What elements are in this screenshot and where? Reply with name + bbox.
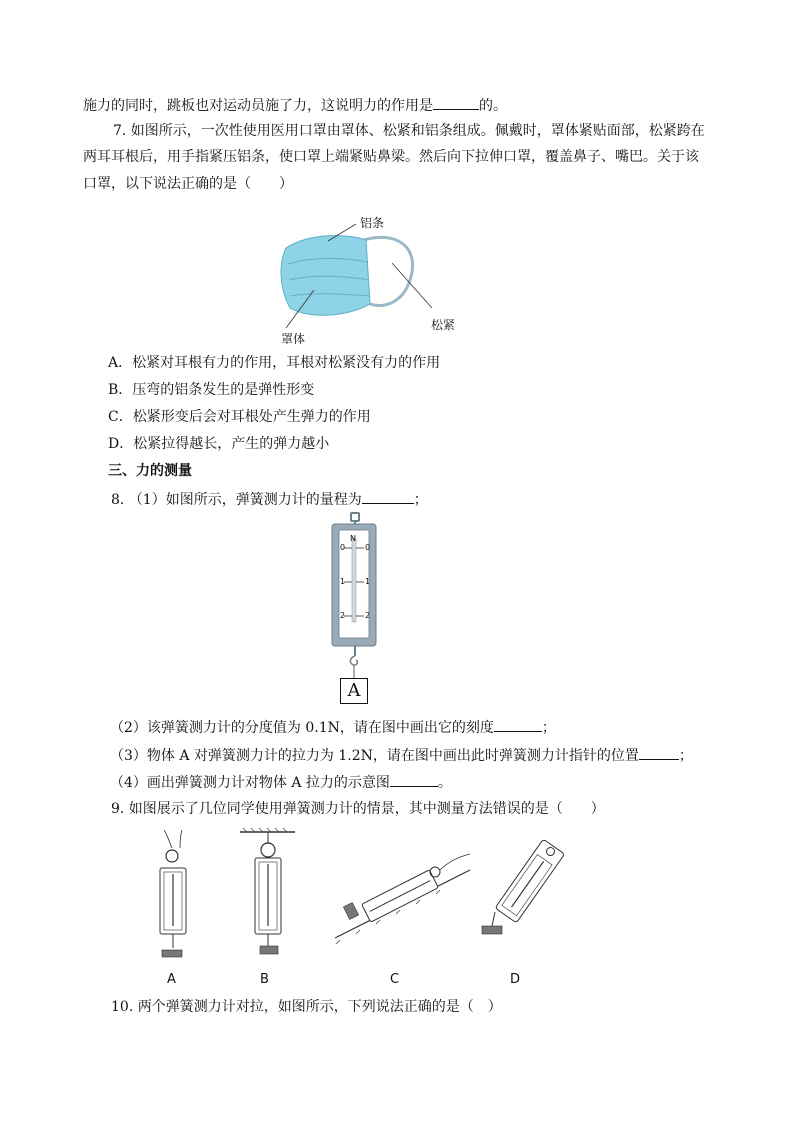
mark-left-1: 1	[340, 577, 346, 586]
section-heading: 三、力的测量	[108, 463, 192, 479]
mark-left-2: 2	[340, 611, 346, 620]
q9-line: 9. 如图展示了几位同学使用弹簧测力计的情景，其中测量方法错误的是（ ）	[111, 801, 605, 817]
q8-part2-end: ；	[541, 720, 556, 736]
mark-right-2: 2	[365, 611, 371, 620]
unit-label: N	[350, 534, 356, 543]
mask-body	[281, 236, 370, 316]
option-label-d: D	[510, 972, 521, 987]
q8-part1-text: 8. （1）如图所示，弹簧测力计的量程为	[111, 492, 362, 508]
q7-option-b[interactable]: B．压弯的铝条发生的是弹性形变	[108, 382, 315, 398]
q7-line-1: 7. 如图所示，一次性使用医用口罩由罩体、松紧和铝条组成。佩戴时，罩体紧贴面部，松紧跨在	[113, 123, 705, 139]
q8-part2-text: （2）该弹簧测力计的分度值为 0.1N，请在图中画出它的刻度	[110, 720, 494, 736]
answer-blank[interactable]	[639, 746, 679, 760]
mark-right-1: 1	[365, 577, 371, 586]
aluminum-label: 铝条	[360, 216, 385, 230]
q10-line: 10. 两个弹簧测力计对拉，如图所示，下列说法正确的是（ ）	[111, 999, 502, 1015]
q7-line-3: 口罩，以下说法正确的是（ ）	[83, 176, 293, 192]
elastic-label: 松紧	[431, 318, 456, 332]
q8-part4-text: （4）画出弹簧测力计对物体 A 拉力的示意图	[110, 775, 390, 791]
q8-line-2	[110, 718, 556, 737]
option-label-c: C	[390, 972, 400, 987]
scale-option-a	[160, 830, 186, 957]
scale-option-b	[240, 828, 295, 954]
q6-tail-end: 的。	[479, 98, 507, 114]
q8-line-3	[110, 746, 693, 765]
q8-part3-end: ；	[678, 748, 693, 764]
object-a-label: A	[347, 680, 361, 701]
q9-figure	[150, 826, 580, 968]
q8-line-4	[110, 773, 452, 792]
q8-line-1	[111, 490, 428, 509]
q8-part4-end: 。	[437, 775, 452, 791]
scale-option-c	[335, 854, 470, 944]
scale-option-d	[482, 839, 565, 934]
q6-tail-line	[83, 96, 507, 115]
q7-option-c[interactable]: C．松紧形变后会对耳根处产生弹力的作用	[108, 409, 371, 425]
q6-tail-text: 施力的同时，跳板也对运动员施了力，这说明力的作用是	[83, 98, 433, 114]
q7-line-2: 两耳耳根后，用手指紧压铝条，使口罩上端紧贴鼻梁。然后向下拉伸口罩，覆盖鼻子、嘴巴。关于该	[83, 149, 699, 165]
answer-blank[interactable]	[362, 490, 414, 504]
mark-right-0: 0	[365, 543, 371, 552]
answer-blank[interactable]	[494, 718, 542, 732]
elastic-loop	[364, 237, 413, 305]
answer-blank[interactable]	[433, 96, 479, 110]
q8-part3-text: （3）物体 A 对弹簧测力计的拉力为 1.2N，请在图中画出此时弹簧测力计指针的位置	[110, 748, 639, 764]
answer-blank[interactable]	[390, 773, 438, 787]
q7-option-d[interactable]: D．松紧拉得越长，产生的弹力越小	[108, 436, 330, 452]
option-label-b: B	[260, 972, 269, 987]
object-a-box	[340, 678, 368, 704]
q8-part1-end: ；	[413, 492, 428, 508]
mark-left-0: 0	[340, 543, 346, 552]
q7-option-a[interactable]: A．松紧对耳根有力的作用，耳根对松紧没有力的作用	[108, 355, 441, 371]
option-label-a: A	[167, 972, 176, 987]
body-label: 罩体	[281, 332, 306, 346]
